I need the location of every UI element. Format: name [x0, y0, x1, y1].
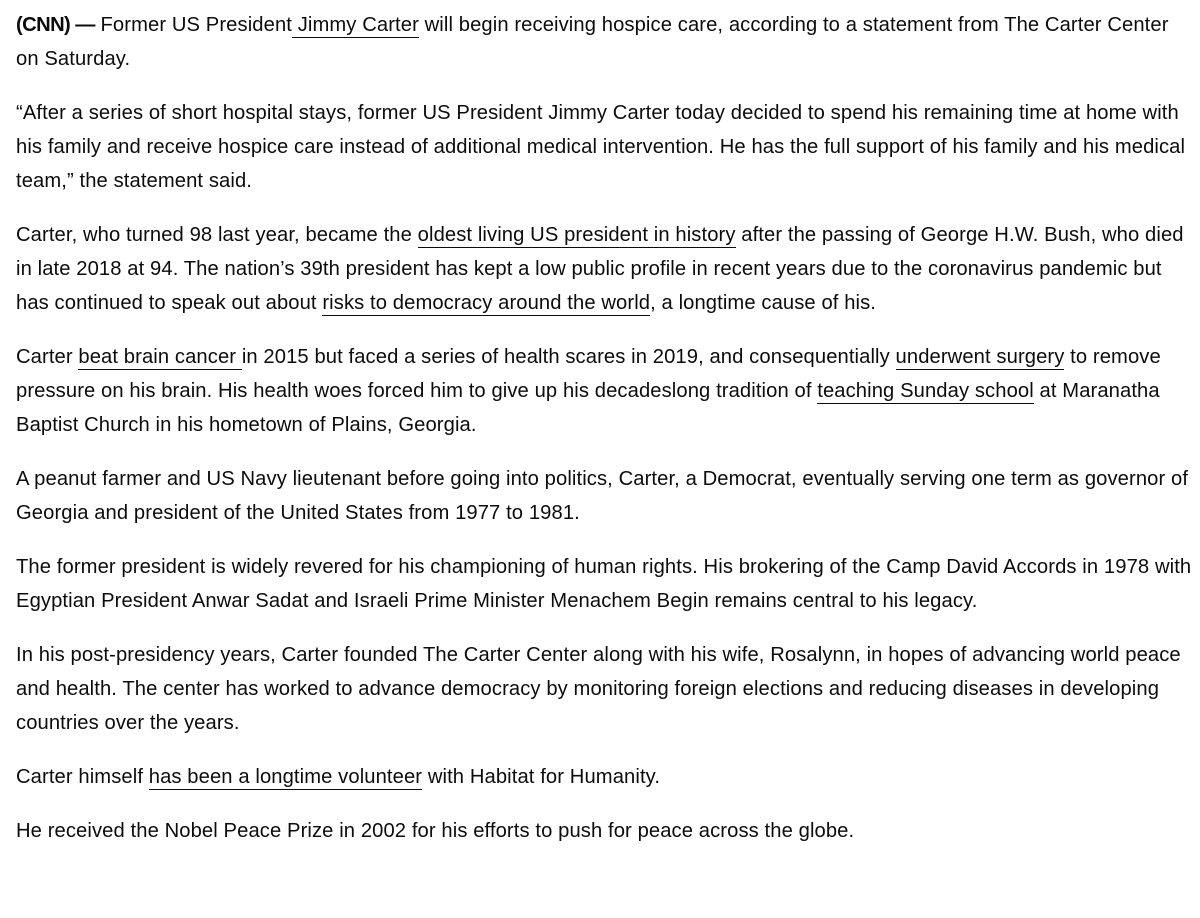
paragraph-3 [16, 218, 1192, 320]
paragraph-text: with Habitat for Humanity. [422, 766, 661, 788]
paragraph-6: The former president is widely revered for his championing of human rights. His brokering of the Camp David Accords in 1978 with Egyptian President Anwar Sadat and Israeli Prime Minister Menachem Begin remains central to his legacy. [16, 556, 1192, 612]
link-longtime-volunteer[interactable]: has been a longtime volunteer [148, 766, 423, 788]
paragraph-text: Former US President [94, 14, 292, 36]
link-jimmy-carter[interactable]: Jimmy Carter [291, 14, 419, 36]
link-underwent-surgery[interactable]: underwent surgery [895, 346, 1065, 368]
paragraph-8 [16, 760, 1192, 794]
paragraph-4 [16, 340, 1192, 442]
paragraph-text: will begin receiving hospice care, according to a statement from The Carter Center on Saturday. [16, 14, 1169, 70]
paragraph-1 [16, 8, 1192, 76]
link-teaching-sunday-school[interactable]: teaching Sunday school [817, 380, 1034, 402]
paragraph-text: , a longtime cause of his. [650, 292, 877, 314]
paragraph-7: In his post-presidency years, Carter founded The Carter Center along with his wife, Rosalynn, in hopes of advancing world peace and health. The center has worked to advance democracy by monitoring foreign elections and reducing diseases in developing countries over the years. [16, 644, 1181, 734]
paragraph-text: at Maranatha Baptist Church in his hometown of Plains, Georgia. [16, 380, 1160, 436]
paragraph-2: “After a series of short hospital stays, former US President Jimmy Carter today decided to spend his remaining time at home with his family and receive hospice care instead of additional medical intervention. He has the full support of his family and his medical team,” the statement said. [16, 102, 1186, 192]
paragraph-5: A peanut farmer and US Navy lieutenant before going into politics, Carter, a Democrat, eventually serving one term as governor of Georgia and president of the United States from 1977 to 1981. [16, 468, 1189, 524]
paragraph-text: Carter, who turned 98 last year, became the [16, 224, 418, 246]
link-risks-to-democracy[interactable]: risks to democracy around the world [322, 292, 651, 314]
paragraph-text: to remove pressure on his brain. His health woes forced him to give up his decadeslong tradition of [16, 346, 1161, 402]
paragraph-text: Carter [16, 346, 79, 368]
link-oldest-living-president[interactable]: oldest living US president in history [417, 224, 736, 246]
paragraph-text: after the passing of George H.W. Bush, who died in late 2018 at 94. The nation’s 39th president has kept a low public profile in recent years due to the coronavirus pandemic but has continued to speak out about [16, 224, 1184, 314]
paragraph-text: Carter himself [16, 766, 149, 788]
source-label: (CNN) — [16, 14, 95, 36]
paragraph-text: in 2015 but faced a series of health scares in 2019, and consequentially [241, 346, 896, 368]
paragraph-9: He received the Nobel Peace Prize in 2002 for his efforts to push for peace across the globe. [16, 820, 855, 842]
link-beat-brain-cancer[interactable]: beat brain cancer [78, 346, 242, 368]
